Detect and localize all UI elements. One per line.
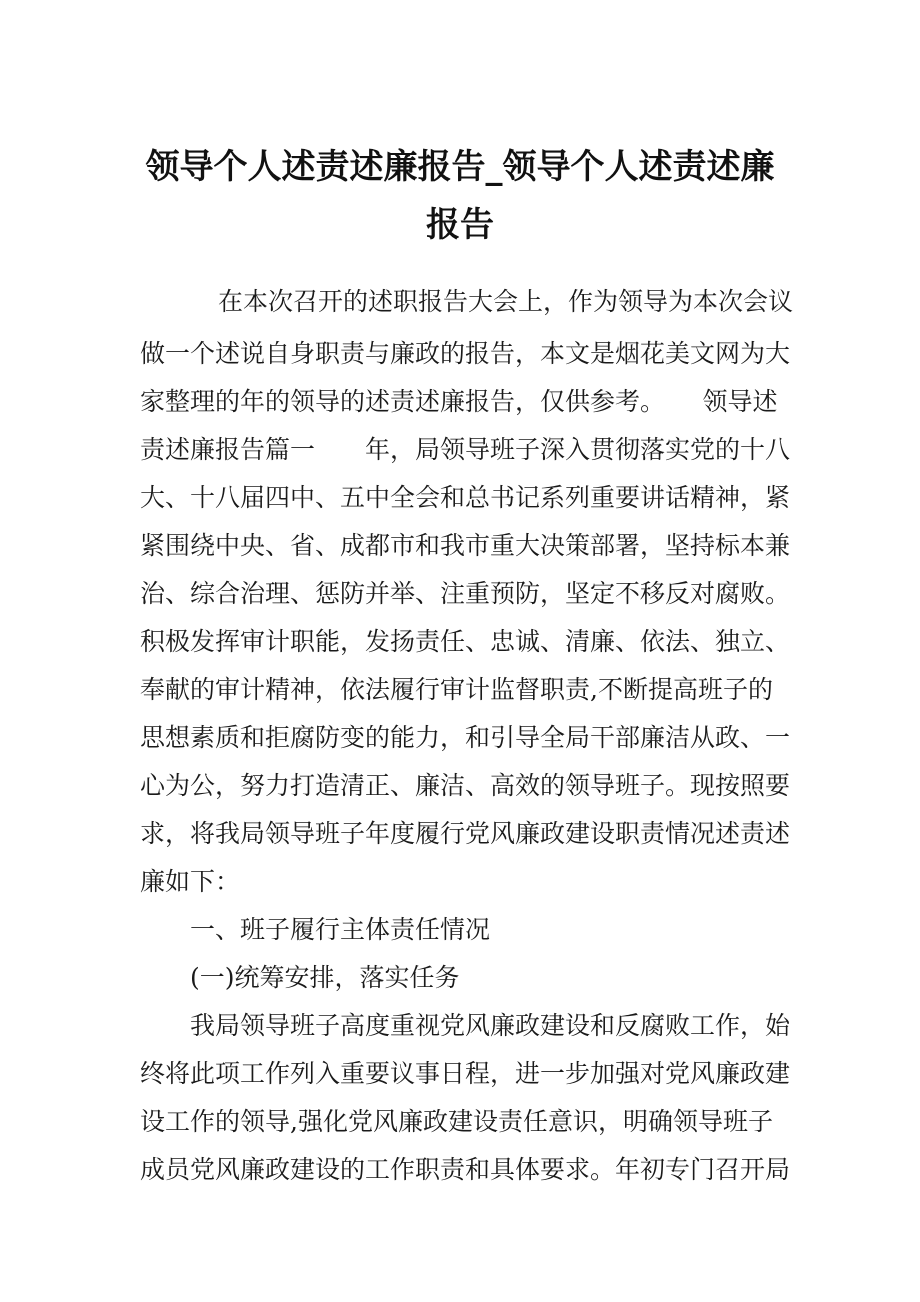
body-line: 治、综合治理、惩防并举、注重预防，坚定不移反对腐败。	[140, 579, 791, 608]
body-line: 责述廉报告篇一 年，局领导班子深入贯彻落实党的十八	[140, 435, 791, 464]
body-line: 奉献的审计精神，依法履行审计监督职责,不断提高班子的	[140, 675, 773, 704]
body-line: 在本次召开的述职报告大会上，作为领导为本次会议	[218, 287, 794, 316]
document-title-line-1: 领导个人述责述廉报告_领导个人述责述廉	[145, 147, 775, 187]
body-line: 思想素质和拒腐防变的能力，和引导全局干部廉洁从政、一	[140, 723, 791, 752]
body-line: 我局领导班子高度重视党风廉政建设和反腐败工作，始	[190, 1011, 791, 1040]
body-line: 大、十八届四中、五中全会和总书记系列重要讲话精神，紧	[140, 483, 791, 512]
body-line: 家整理的年的领导的述责述廉报告，仅供参考。 领导述	[140, 387, 778, 416]
body-line: 成员党风廉政建设的工作职责和具体要求。年初专门召开局	[140, 1155, 791, 1184]
subsection-heading: (一)统筹安排，落实任务	[190, 963, 460, 992]
body-line: 求，将我局领导班子年度履行党风廉政建设职责情况述责述	[140, 819, 791, 848]
body-line: 终将此项工作列入重要议事日程，进一步加强对党风廉政建	[140, 1059, 791, 1088]
body-line: 做一个述说自身职责与廉政的报告，本文是烟花美文网为大	[140, 339, 791, 368]
body-line: 设工作的领导,强化党风廉政建设责任意识，明确领导班子	[140, 1107, 773, 1136]
body-line: 廉如下：	[140, 867, 241, 896]
body-line: 积极发挥审计职能，发扬责任、忠诚、清廉、依法、独立、	[140, 627, 791, 656]
document-title-line-2: 报告	[426, 205, 494, 245]
section-heading: 一、班子履行主体责任情况	[190, 915, 491, 944]
body-line: 心为公，努力打造清正、廉洁、高效的领导班子。现按照要	[140, 771, 791, 800]
body-line: 紧围绕中央、省、成都市和我市重大决策部署，坚持标本兼	[140, 531, 791, 560]
